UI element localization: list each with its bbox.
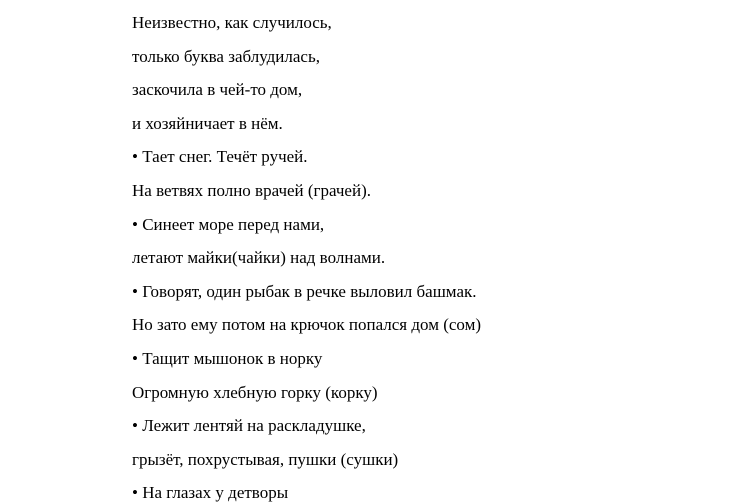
poem-line: • Говорят, один рыбак в речке выловил башмак. bbox=[132, 281, 477, 301]
poem-line: • Тает снег. Течёт ручей. bbox=[132, 147, 308, 167]
poem-line: • Тащит мышонок в норку bbox=[132, 348, 323, 368]
poem-line: Неизвестно, как случилось, bbox=[132, 13, 332, 32]
poem-line: грызёт, похрустывая, пушки (сушки) bbox=[132, 449, 399, 469]
poem-line: • На глазах у детворы bbox=[132, 483, 289, 503]
poem-line: На ветвях полно врачей (грачей). bbox=[132, 180, 371, 200]
poem-line: • Лежит лентяй на раскладушке, bbox=[132, 416, 366, 436]
poem-line: только буква заблудилась, bbox=[132, 46, 320, 66]
poem-line: Огромную хлебную горку (корку) bbox=[132, 382, 378, 402]
poem-line: Но зато ему потом на крючок попался дом (сом) bbox=[132, 315, 482, 335]
poem-line: летают майки(чайки) над волнами. bbox=[132, 248, 386, 268]
poem-line: заскочила в чей-то дом, bbox=[132, 80, 303, 100]
poem-text bbox=[132, 6, 481, 503]
poem-line: и хозяйничает в нём. bbox=[132, 113, 283, 133]
poem-line: • Синеет море перед нами, bbox=[132, 214, 325, 234]
